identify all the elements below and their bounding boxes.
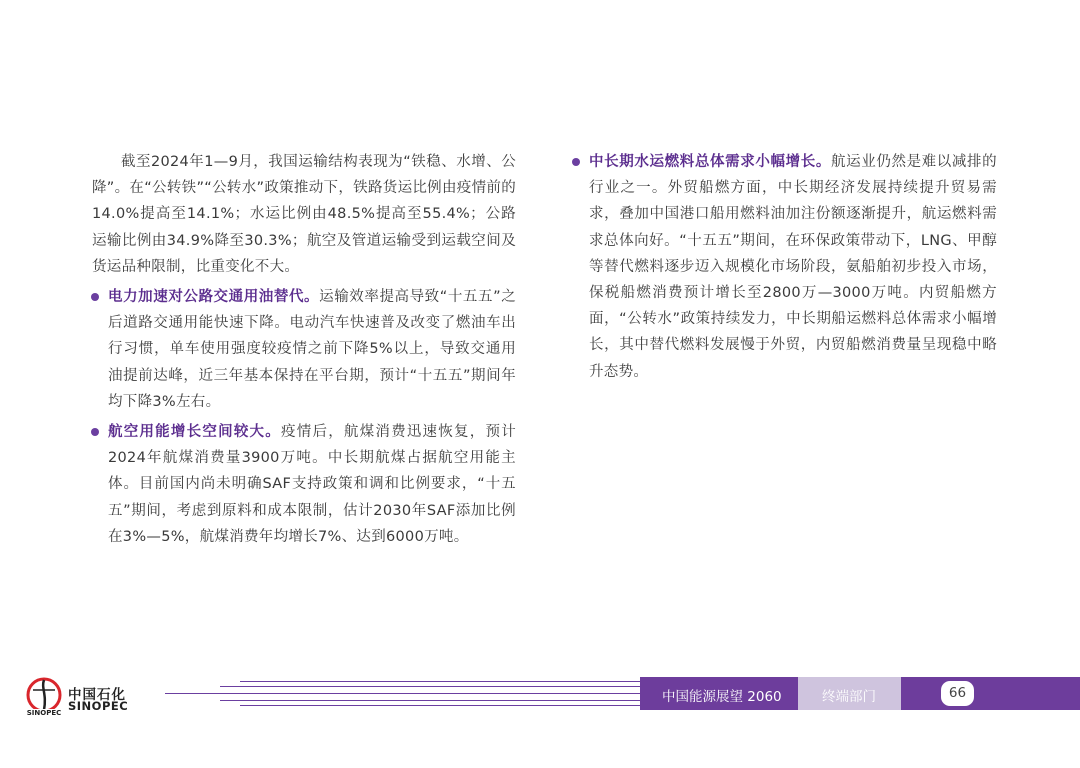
footer-rule: [240, 681, 640, 682]
bullet-heading: 电力加速对公路交通用油替代。: [108, 289, 320, 306]
bullet-item-shipping: [573, 149, 997, 385]
bullet-item-road: [92, 284, 516, 415]
bullet-body: 疫情后，航煤消费迅速恢复，预计2024年航煤消费量3900万吨。中长期航煤占据航空用能主体。目前国内尚未明确SAF支持政策和调和比例要求，“十五五”期间，考虑到原料和成本限制，估计2030年SAF添加比例在3%—5%，航煤消费年均增长7%、达到6000万吨。: [108, 424, 516, 545]
footer-rule: [220, 686, 640, 687]
right-column: [573, 149, 997, 385]
bullet-body: 运输效率提高导致“十五五”之后道路交通用能快速下降。电动汽车快速普及改变了燃油车出行习惯，单车使用强度较疫情之前下降5%以上，导致交通用油提前达峰，近三年基本保持在平台期，预计“十五五”期间年均下降3%左右。: [108, 289, 516, 410]
sinopec-logo-icon: [25, 676, 63, 716]
page-number: 66: [941, 681, 974, 706]
bullet-body: 航运业仍然是难以减排的行业之一。外贸船燃方面，中长期经济发展持续提升贸易需求，叠加中国港口船用燃料油加注份额逐渐提升，航运燃料需求总体向好。“十五五”期间，在环保政策带动下，LNG、甲醇等替代燃料逐步迈入规模化市场阶段，氨船舶初步投入市场，保税船燃消费预计增长至2800万—3000万吨。内贸船燃方面，“公转水”政策持续发力，中长期船运燃料总体需求小幅增长，其中替代燃料发展慢于外贸，内贸船燃消费量呈现稳中略升态势。: [589, 154, 997, 380]
footer-rule: [220, 700, 640, 701]
bullet-dot-icon: [91, 428, 99, 436]
bullet-heading: 航空用能增长空间较大。: [108, 424, 282, 441]
footer-rule: [240, 705, 640, 706]
bullet-heading: 中长期水运燃料总体需求小幅增长。: [589, 154, 831, 170]
footer-rule: [165, 693, 640, 694]
bullet-dot-icon: [91, 293, 99, 301]
logo-chinese-name: 中国石化: [68, 687, 126, 703]
bullet-item-aviation: [92, 419, 516, 550]
svg-text:SINOPEC: SINOPEC: [26, 709, 62, 716]
report-title: 中国能源展望 2060: [662, 689, 782, 705]
left-column: [92, 149, 516, 550]
intro-paragraph: 截至2024年1—9月，我国运输结构表现为“铁稳、水增、公降”。在“公转铁”“公转水”政策推动下，铁路货运比例由疫情前的14.0%提高至14.1%；水运比例由48.5%提高至55.4%；公路运输比例由34.9%降至30.3%；航空及管道运输受到运载空间及货运品种限制，比重变化不大。: [92, 154, 516, 275]
section-label: 终端部门: [822, 689, 876, 705]
logo-english-name: SINOPEC: [68, 699, 129, 713]
bullet-dot-icon: [572, 158, 580, 166]
